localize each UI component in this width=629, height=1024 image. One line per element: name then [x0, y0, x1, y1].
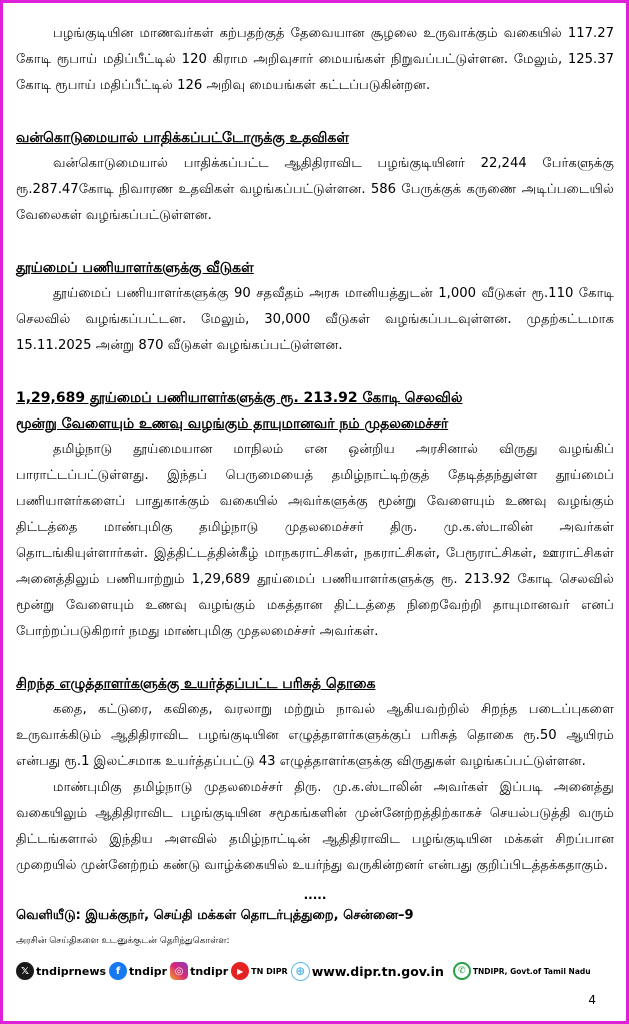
social-link-instagram[interactable]: tndipr [190, 964, 229, 978]
section-paragraph: வன்கொடுமையால் பாதிக்கப்பட்ட ஆதிதிராவிட பழங்குடியினர் 22,244 பேர்களுக்கு ரூ.287.47கோடி நிவாரண உதவிகள் வழங்கப்பட்டுள்ளன. 586 பேருக்குக் கருணை அடிப்படையில் வேலைகள் வழங்கப்பட்டுள்ளன. [16, 156, 614, 223]
social-link-whatsapp[interactable]: TNDIPR, Govt.of Tamil Nadu [472, 966, 591, 976]
facebook-icon[interactable]: f [109, 962, 127, 980]
publisher-line: வெளியீடு: இயக்குநர், செய்தி மக்கள் தொடர்புத்துறை, சென்னை–9 [16, 908, 414, 923]
section-heading-sanitation-houses: தூய்மைப் பணியாளர்களுக்கு வீடுகள் [16, 260, 254, 276]
youtube-icon[interactable]: ▶ [231, 962, 249, 980]
whatsapp-icon[interactable]: ✆ [453, 962, 471, 980]
page-number: 4 [588, 993, 596, 1007]
section-paragraph: மாண்புமிகு தமிழ்நாடு முதலமைச்சர் திரு. மு.க.ஸ்டாலின் அவர்கள் இப்படி அனைத்து வகையிலும் ஆதிதிராவிட பழங்குடியின சமூகங்களின் முன்னேற்றத்திற்காகச் செயல்படுத்தி வரும் திட்டங்களால் இந்திய அளவில் தமிழ்நாட்டின் ஆதிதிராவிட பழங்குடியின மக்கள் சிறப்பான முறையில் முன்னேற்றம் கண்டு வாழ்க்கையில் உயர்ந்து வருகின்றனர் என்பது குறிப்பிடத்தக்கதாகும். [16, 780, 614, 873]
intro-paragraph: பழங்குடியின மாணவர்கள் கற்பதற்குத் தேவையான சூழலை உருவாக்கும் வகையில் 117.27 கோடி ரூபாய் மதிப்பீட்டில் 120 கிராம அறிவுசார் மையங்கள் நிறுவப்பட்டுள்ளன. மேலும், 125.37 கோடி ரூபாய் மதிப்பீட்டில் 126 அறிவு மையங்கள் கட்டப்படுகின்றன. [16, 26, 614, 93]
separator-dots: ..... [303, 888, 327, 902]
globe-icon[interactable]: ⊕ [291, 962, 310, 981]
x-icon[interactable]: 𝕏 [16, 962, 34, 980]
social-link-youtube[interactable]: TN DIPR [251, 966, 288, 976]
section-heading-meals-scheme: 1,29,689 தூய்மைப் பணியாளர்களுக்கு ரூ. 213.92 கோடி செலவில் [16, 390, 463, 406]
section-paragraph: கதை, கட்டுரை, கவிதை, வரலாறு மற்றும் நாவல் ஆகியவற்றில் சிறந்த படைப்புகளை உருவாக்கிடும் ஆதிதிராவிட பழங்குடியின எழுத்தாளர்களுக்குப் பரிசுத் தொகை ரூ.50 ஆயிரம் என்பது ரூ.1 இலட்சமாக உயர்த்தப்பட்டு 43 எழுத்தாளர்களுக்கு விருதுகள் வழங்கப்பட்டுள்ளன. [16, 702, 614, 769]
instagram-icon[interactable]: ◎ [170, 962, 188, 980]
section-heading-writers-prize: சிறந்த எழுத்தாளர்களுக்கு உயர்த்தப்பட்ட பரிசுத் தொகை [16, 676, 376, 692]
section-heading-meals-scheme-line2: மூன்று வேளையும் உணவு வழங்கும் தாயுமானவர் நம் முதலமைச்சர் [16, 416, 449, 432]
social-links-bar [16, 961, 614, 981]
follow-text: அரசின் செய்திகளை உடனுக்குடன் தெரிந்துகொள்ள: [16, 936, 230, 946]
section-heading-atrocity-relief: வன்கொடுமையால் பாதிக்கப்பட்டோருக்கு உதவிகள் [16, 130, 349, 146]
section-paragraph: தமிழ்நாடு தூய்மையான மாநிலம் என ஒன்றிய அரசினால் விருது வழங்கிப் பாராட்டப்பட்டுள்ளது. இந்தப் பெருமையைத் தமிழ்நாட்டிற்குத் தேடித்தந்துள்ள தூய்மைப் பணியாளர்களைப் பாதுகாக்கும் வகையில் அவர்களுக்கு மூன்று வேளையும் உணவு வழங்கும் திட்டத்தை மாண்புமிகு தமிழ்நாடு முதலமைச்சர் திரு. மு.க.ஸ்டாலின் அவர்கள் தொடங்கியுள்ளார்கள். இத்திட்டத்தின்கீழ் மாநகராட்சிகள், நகராட்சிகள், பேரூராட்சிகள், ஊராட்சிகள் அனைத்திலும் பணியாற்றும் 1,29,689 தூய்மைப் பணியாளர்களுக்கு ரூ. 213.92 கோடி செலவில் மூன்று வேளையும் உணவு வழங்கும் மகத்தான திட்டத்தை நிறைவேற்றி தாயுமானவர் எனப் போற்றப்படுகிறார் நமது மாண்புமிகு முதலமைச்சர் அவர்கள். [16, 442, 614, 639]
social-link-facebook[interactable]: tndipr [129, 964, 168, 978]
document-content [16, 21, 614, 981]
website-link[interactable]: www.dipr.tn.gov.in [311, 963, 444, 979]
social-link-x[interactable]: tndiprnews [36, 964, 107, 978]
section-paragraph: தூய்மைப் பணியாளர்களுக்கு 90 சதவீதம் அரசு மானியத்துடன் 1,000 வீடுகள் ரூ.110 கோடி செலவில் வழங்கப்பட்டன. மேலும், 30,000 வீடுகள் வழங்கப்படவுள்ளன. முதற்கட்டமாக 15.11.2025 அன்று 870 வீடுகள் வழங்கப்பட்டுள்ளன. [16, 286, 614, 353]
